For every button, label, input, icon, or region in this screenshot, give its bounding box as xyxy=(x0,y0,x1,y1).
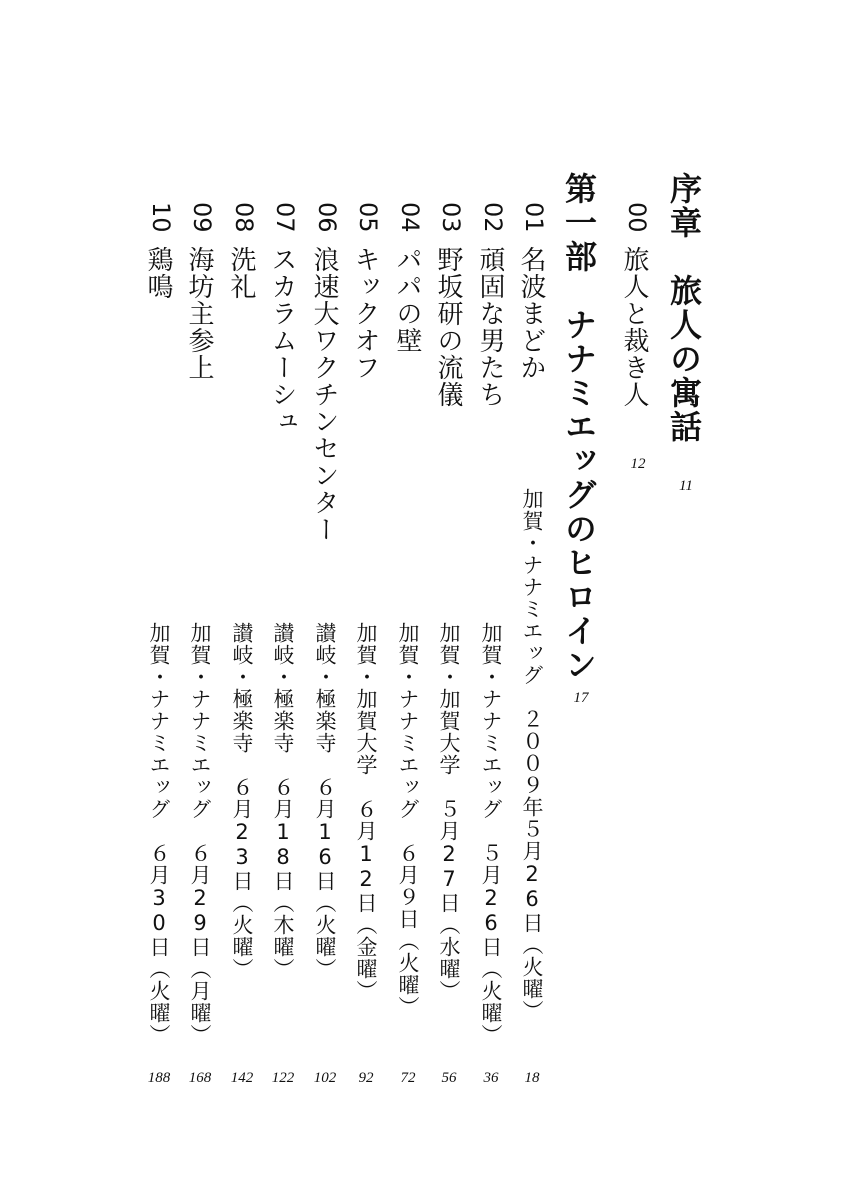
chapter-01-number: 01 xyxy=(520,202,548,233)
chapter-09-page-number: 168 xyxy=(188,1070,212,1086)
chapter-04-place-date: 加賀・ナナミエッグ ６月９日（火曜） xyxy=(396,622,420,1018)
chapter-04-page-number: 72 xyxy=(400,1070,416,1086)
chapter-04-number: 04 xyxy=(396,202,424,233)
chapter-02-number: 02 xyxy=(479,202,507,233)
chapter-00-page-number: 12 xyxy=(630,456,646,472)
chapter-07-number: 07 xyxy=(271,202,299,233)
part1-page-number: 17 xyxy=(573,690,589,706)
chapter-07-place-date: 讃岐・極楽寺 ６月18日（木曜） xyxy=(271,622,295,980)
chapter-05-place-date: 加賀・加賀大学 ６月12日（金曜） xyxy=(354,622,378,1002)
chapter-09-place-date: 加賀・ナナミエッグ ６月29日（月曜） xyxy=(188,622,212,1046)
chapter-10-page-number: 188 xyxy=(147,1070,171,1086)
chapter-01-place-date: 加賀・ナナミエッグ ２００９年５月26日（火曜） xyxy=(520,488,544,1022)
chapter-03-title: 野坂研の流儀 xyxy=(433,246,463,408)
chapter-03-place-date: 加賀・加賀大学 ５月27日（水曜） xyxy=(437,622,461,1002)
chapter-01-page-number: 18 xyxy=(524,1070,540,1086)
chapter-10-number: 10 xyxy=(147,202,175,233)
chapter-01-title: 名波まどか xyxy=(516,246,546,381)
chapter-03-number: 03 xyxy=(437,202,465,233)
chapter-08-number: 08 xyxy=(230,202,258,233)
chapter-04-title: パパの壁 xyxy=(392,246,422,354)
prologue-page-number: 11 xyxy=(679,478,693,494)
chapter-10-title: 鶏鳴 xyxy=(143,246,173,300)
chapter-02-title: 頑固な男たち xyxy=(475,246,505,408)
chapter-00-number: 00 xyxy=(623,202,651,233)
chapter-08-title: 洗礼 xyxy=(226,246,256,300)
chapter-00-title: 旅人と裁き人 xyxy=(619,246,649,408)
chapter-03-page-number: 56 xyxy=(441,1070,457,1086)
chapter-06-place-date: 讃岐・極楽寺 ６月16日（火曜） xyxy=(313,622,337,980)
chapter-08-place-date: 讃岐・極楽寺 ６月23日（火曜） xyxy=(230,622,254,980)
chapter-05-number: 05 xyxy=(354,202,382,233)
chapter-07-page-number: 122 xyxy=(271,1070,295,1086)
part1-heading: 第一部 ナナミエッグのヒロイン xyxy=(560,172,598,682)
chapter-09-title: 海坊主参上 xyxy=(184,246,214,381)
chapter-06-number: 06 xyxy=(313,202,341,233)
chapter-06-page-number: 102 xyxy=(313,1070,337,1086)
chapter-07-title: スカラムーシュ xyxy=(267,246,297,435)
chapter-06-title: 浪速大ワクチンセンター xyxy=(309,246,339,543)
chapter-02-page-number: 36 xyxy=(483,1070,499,1086)
chapter-05-title: キックオフ xyxy=(350,246,380,381)
prologue-heading: 序章 旅人の寓話 xyxy=(665,172,703,444)
chapter-02-place-date: 加賀・ナナミエッグ ５月26日（火曜） xyxy=(479,622,503,1046)
chapter-09-number: 09 xyxy=(188,202,216,233)
chapter-10-place-date: 加賀・ナナミエッグ ６月30日（火曜） xyxy=(147,622,171,1046)
chapter-05-page-number: 92 xyxy=(358,1070,374,1086)
chapter-08-page-number: 142 xyxy=(230,1070,254,1086)
